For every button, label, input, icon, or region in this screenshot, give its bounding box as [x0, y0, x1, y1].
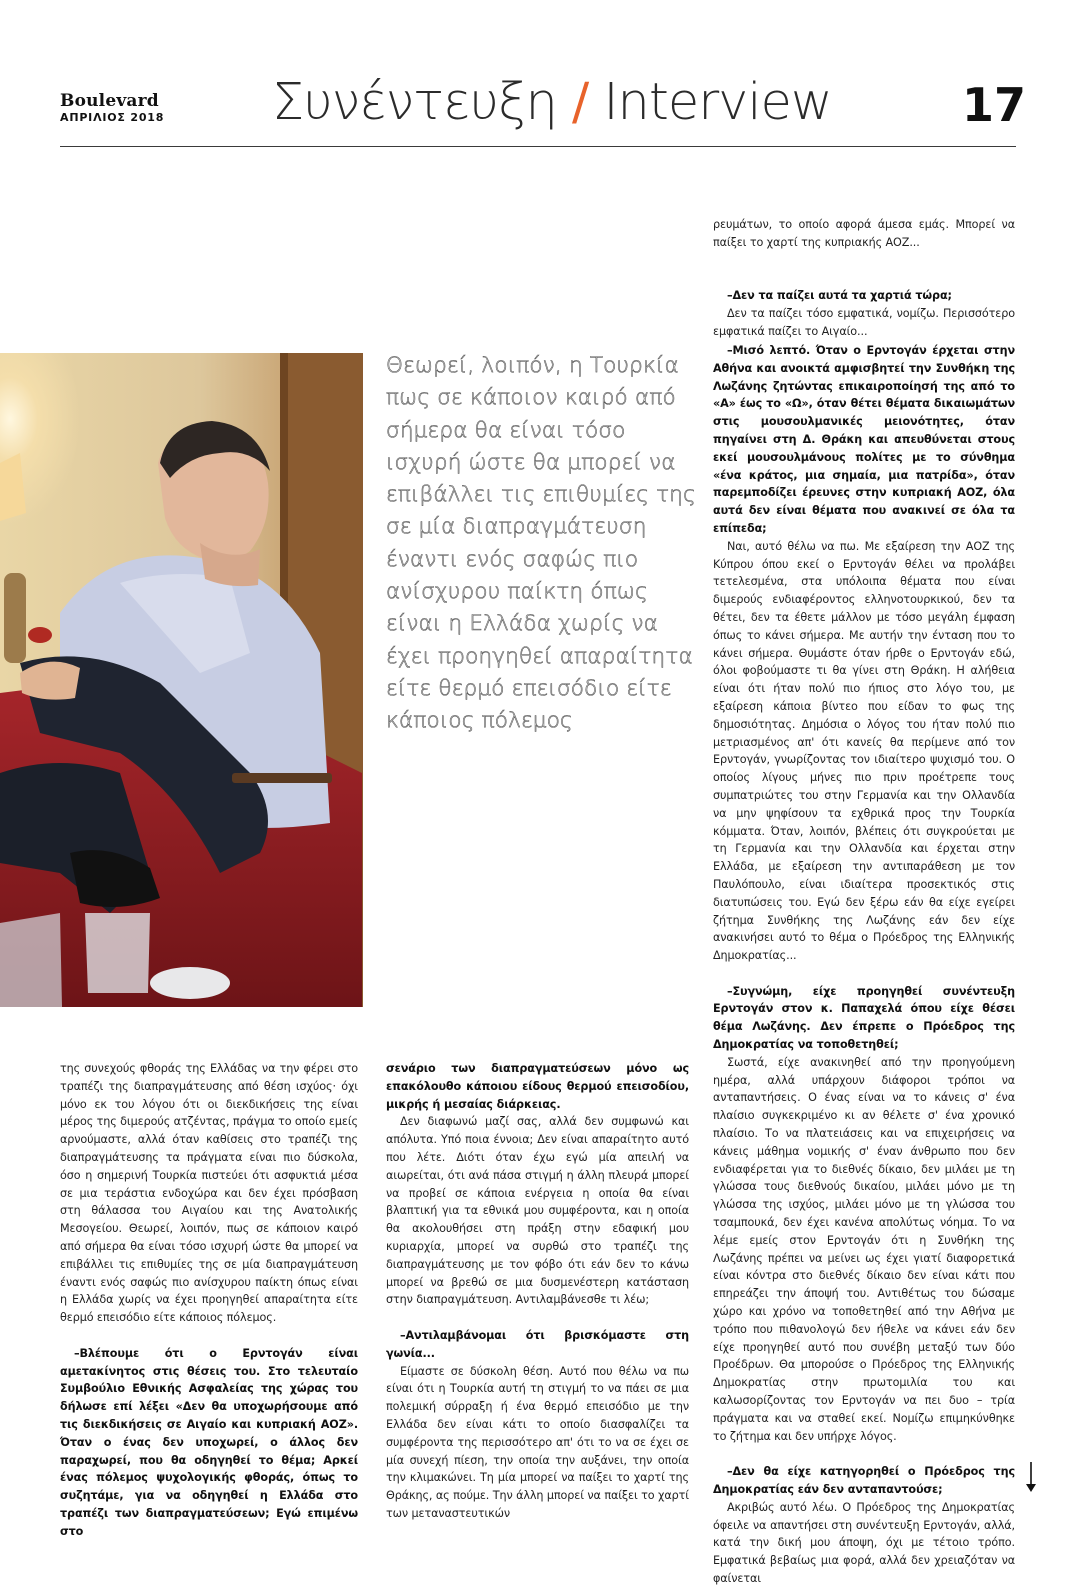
interview-answer: Δεν τα παίζει τόσο εμφατικά, νομίζω. Περισσότερο εμφατικά παίζει το Αιγαίο... — [713, 306, 1015, 338]
article-column-1 — [60, 1060, 358, 1541]
interview-question: –Μισό λεπτό. Όταν ο Ερντογάν έρχεται στην Αθήνα και ανοικτά αμφισβητεί την Συνθήκη της Λωζάνης ζητώντας επικαιροποίησή της από το «Α» έως το «Ω», όταν θέτει θέματα δικαιωμάτων στις μουσουλμανικές μειονότητες, όταν πηγαίνει στη Δ. Θράκη και απευθύνεται στους εκεί μουσουλμάνους πολίτες με το σύνθημα «ένα κράτος, μια σημαία, μια πατρίδα», όταν παρεμποδίζει έρευνες στην κυπριακή ΑΟΖ, όλα αυτά δεν είναι θέματα που ανακινεί σε όλα τα επίπεδα; — [713, 344, 1015, 535]
brand-block — [60, 92, 180, 126]
interview-answer: Δεν διαφωνώ μαζί σας, αλλά δεν συμφωνώ και απόλυτα. Υπό ποια έννοια; Δεν είναι απαραίτητο αυτό που λέτε. Διότι όταν έχω εγώ μία απειλή να αιωρείται, ότι ανά πάσα στιγμή η άλλη πλευρά μπορεί να προβεί σε κάποια ενέργεια η οποία θα είναι βλαπτική για τα εθνικά μου συμφέροντα, και η οποία θα ακολουθήσει στη πράξη στην εδαφική μου κυριαρχία, μπορεί να συρθώ στο τραπέζι της διαπραγμάτευσης με τον φόβο ότι εάν δεν το κάνω μπορεί να βρεθώ σε μια δυσμενέστερη κατάσταση στην διαπραγμάτευση. Αντιλαμβάνεσθε τι λέω; — [386, 1115, 689, 1307]
interview-answer: Είμαστε σε δύσκολη θέση. Αυτό που θέλω να πω είναι ότι η Τουρκία αυτή τη στιγμή το να πάει σε μια πολεμική σύρραξη ή ένα θερμό επεισόδιο με την Ελλάδα δεν είναι κάτι το οποίο διασφαλίζει τα συμφέροντα της περισσότερο απ' ότι το να σε έχει σε μία συνεχή πίεση, την οποία την αυξάνει, την οποία την κλιμακώνει. Τη μία μπορεί να παίξει το χαρτί της Θράκης, ας πούμε. Την άλλη μπορεί να παίξει το χαρτί των μεταναστευτικών — [386, 1364, 689, 1520]
interview-answer: Ναι, αυτό θέλω να πω. Με εξαίρεση την ΑΟΖ της Κύπρου όπου εκεί ο Ερντογάν θέλει να προλάβει τετελεσμένα, στα υπόλοιπα θέματα που είναι διμερούς ενδιαφέροντος ελληνοτουρκικού, δεν τα θέτει, δεν τα έθετε μάλλον με τόσο μεγάλη έμφαση όπως το κάνει σήμερα. Με αυτήν την ένταση που το κάνει σήμερα. Θυμάστε όταν ήρθε ο Ερντογάν εδώ, όλοι φοβούμαστε τι θα γίνει στη Θράκη. Η αλήθεια είναι ότι ήταν πολύ πιο ήπιος στο λόγο του, με εξαίρεση κάποια βίντεο που είδαν το φως της δημοσιότητας. Δημόσια ο λόγος του ήταν πολύ πιο μετριασμένος απ' ότι κανείς θα περίμενε από τον Ερντογάν, γνωρίζοντας τον ιδιαίτερο ψυχισμό του. Ο οποίος λίγους μήνες πιο πριν προέτρεπε τους συμπατριώτες του στην Γερμανία και την Ολλανδία να μην ψηφίσουν τα εχθρικά προς την Τουρκία κόμματα. Όταν, λοιπόν, βλέπεις ότι συγκρούεται με τη Γερμανία και την Ολλανδία και έρχεται στην Ελλάδα, με εξαίρεση την αντιπαράθεση με τον Παυλόπουλο, είναι ιδιαίτερα προσεκτικός στις διατυπώσεις του. Εγώ δεν ξέρω εάν θα είχε εγείρει ζήτημα Συνθήκης της Λωζάνης εάν δεν είχε ανακινήσει αυτό το θέμα ο Πρόεδρος της Ελληνικής Δημοκρατίας... — [713, 539, 1015, 963]
header-divider — [60, 146, 1016, 147]
section-title-english: Interview — [603, 73, 832, 132]
brand-logo: Boulevard — [60, 91, 159, 111]
interviewee-photo — [0, 353, 363, 1007]
interview-answer: Σωστά, είχε ανακινηθεί από την προηγούμενη ημέρα, αλλά υπάρχουν διάφοροι τρόποι να ανταπαντήσεις. Ο ένας είναι να το κάνεις σ' ένα πλαίσιο συγκεκριμένο κι αν θέλετε σ' ένα χρονικό πλαίσιο. Το να πλατειάσεις και να επιχειρήσεις να κάνεις μάθημα νομικής σ' έναν άνθρωπο που δεν ενδιαφέρεται για το διεθνές δίκαιο, δεν μιλάει με τη γλώσσα τους διεθνούς δικαίου, μιλάει μόνο με τη γλώσσα της ισχύος, μιλάει μόνο με τη γλώσσα του τσαμπουκά, δεν έχει κανένα απολύτως νόημα. Το να λέμε εμείς στον Ερντογάν ότι η Συνθήκη της Λωζάνης πρέπει να μείνει ως έχει γιατί διαφορετικά είναι κόντρα στο διεθνές δίκαιο δεν είναι κάτι που επηρεάζει την άποψή του. Αντιθέτως του δώσαμε χώρο και χρόνο να τοποθετηθεί από την Αθήνα με τρόπο που πιθανολογώ δεν ήθελε να κάνει εάν δεν είχε προηγηθεί αυτό που συνέβη μεταξύ των δύο Προέδρων. Θα μπορούσε ο Πρόεδρος της Ελληνικής Δημοκρατίας στην πρωτομιλία του και καλωσορίζοντας τον Ερντογάν να πει δυο – τρία πράγματα και να σταθεί εκεί. Νομίζω επιμηκύνθηκε το ζήτημα και δεν υπήρχε λόγος. — [713, 1055, 1015, 1443]
pull-quote: Θεωρεί, λοιπόν, η Τουρκία πως σε κάποιον καιρό από σήμερα θα είναι τόσο ισχυρή ώστε θα μπορεί να επιβάλλει τις επιθυμίες της σε μία διαπραγμάτευση έναντι ενός σαφώς πιο ανίσχυρου παίκτη όπως είναι η Ελλάδα χωρίς να έχει προηγηθεί απαραίτητα είτε θερμό επεισόδιο είτε κάποιος πόλεμος — [386, 353, 696, 734]
page-number: 17 — [962, 78, 1027, 132]
interview-question: –Δεν θα είχε κατηγορηθεί ο Πρόεδρος της Δημοκρατίας εάν δεν ανταπαντούσε; — [713, 1465, 1015, 1496]
article-column-3 — [713, 342, 1015, 1588]
section-title — [272, 70, 832, 136]
article-column-3-top — [713, 216, 1015, 341]
interview-question: –Συγνώμη, είχε προηγηθεί συνέντευξη Ερντογάν στον κ. Παπαχελά όπου είχε θέσει θέμα Λωζάνης. Δεν έπρεπε ο Πρόεδρος της Δημοκρατίας να τοποθετηθεί; — [713, 984, 1015, 1052]
interview-question: –Δεν τα παίζει αυτά τα χαρτιά τώρα; — [727, 289, 952, 303]
paragraph: ρευμάτων, το οποίο αφορά άμεσα εμάς. Μπορεί να παίξει το χαρτί της κυπριακής ΑΟΖ... — [713, 218, 1015, 249]
interview-answer: της συνεχούς φθοράς της Ελλάδας να την φέρει στο τραπέζι της διαπραγμάτευσης από θέση ισχύος· όχι μόνο εκ του λόγου ότι οι διεκδικήσεις της είναι μέρος της διμερούς ατζέντας, πράγμα το οποίο εμείς αρνούμαστε, αλλά όταν καθίσεις στο τραπέζι της διαπραγμάτευσης τα πράγματα είναι πιο δύσκολα, όσο η σημερινή Τουρκία πιστεύει ότι ασφυκτιά μέσα σε μια τεράστια ενδοχώρα και δεν έχει πρόσβαση στη θάλασσα του Αιγαίου και της Ανατολικής Μεσογείου. Θεωρεί, λοιπόν, πως σε κάποιον καιρό από σήμερα θα είναι τόσο ισχυρή ώστε θα μπορεί να επιβάλλει τις επιθυμίες της σε μία διαπραγμάτευση έναντι ενός σαφώς πιο ανίσχυρου παίκτη όπως είναι η Ελλάδα χωρίς να έχει προηγηθεί απαραίτητα είτε θερμό επεισόδιο είτε κάποιος πόλεμος. — [60, 1062, 358, 1325]
interview-question: –Αντιλαμβάνομαι ότι βρισκόμαστε στη γωνία... — [386, 1328, 689, 1360]
issue-date: ΑΠΡΙΛΙΟΣ 2018 — [60, 111, 165, 124]
section-title-separator: / — [572, 73, 589, 132]
section-title-greek: Συνέντευξη — [272, 73, 557, 132]
article-column-2 — [386, 1060, 689, 1523]
interview-question: σενάριο των διαπραγματεύσεων μόνο ως επακόλουθο κάποιου είδους θερμού επεισοδίου, μικρής ή μεσαίας διάρκειας. — [386, 1062, 689, 1111]
interview-answer: Ακριβώς αυτό λέω. Ο Πρόεδρος της Δημοκρατίας όφειλε να απαντήσει στη συνέντευξη Ερντογάν, αλλά, κατά την δική μου άποψη, όχι με τέτοιο τρόπο. Εμφατικά βεβαίως μια φορά, αλλά δεν χρειαζόταν να φαίνεται — [713, 1500, 1015, 1585]
interview-question: –Βλέπουμε ότι ο Ερντογάν είναι αμετακίνητος στις θέσεις του. Στο τελευταίο Συμβούλιο Εθνικής Ασφαλείας της χώρας του δήλωσε επί λέξει «Δεν θα υποχωρήσουμε από τις διεκδικήσεις σε Αιγαίο και κυπριακή ΑΟΖ». Όταν ο ένας δεν υποχωρεί, ο άλλος δεν παραχωρεί, που θα οδηγηθεί το θέμα; Αρκεί ένας πόλεμος ψυχολογικής φθοράς, όπως το συζητάμε, για να οδηγηθεί η Ελλάδα στο τραπέζι των διαπραγματεύσεων; Εγώ επιμένω στο — [60, 1346, 358, 1538]
continue-arrow-icon — [1024, 1462, 1038, 1494]
